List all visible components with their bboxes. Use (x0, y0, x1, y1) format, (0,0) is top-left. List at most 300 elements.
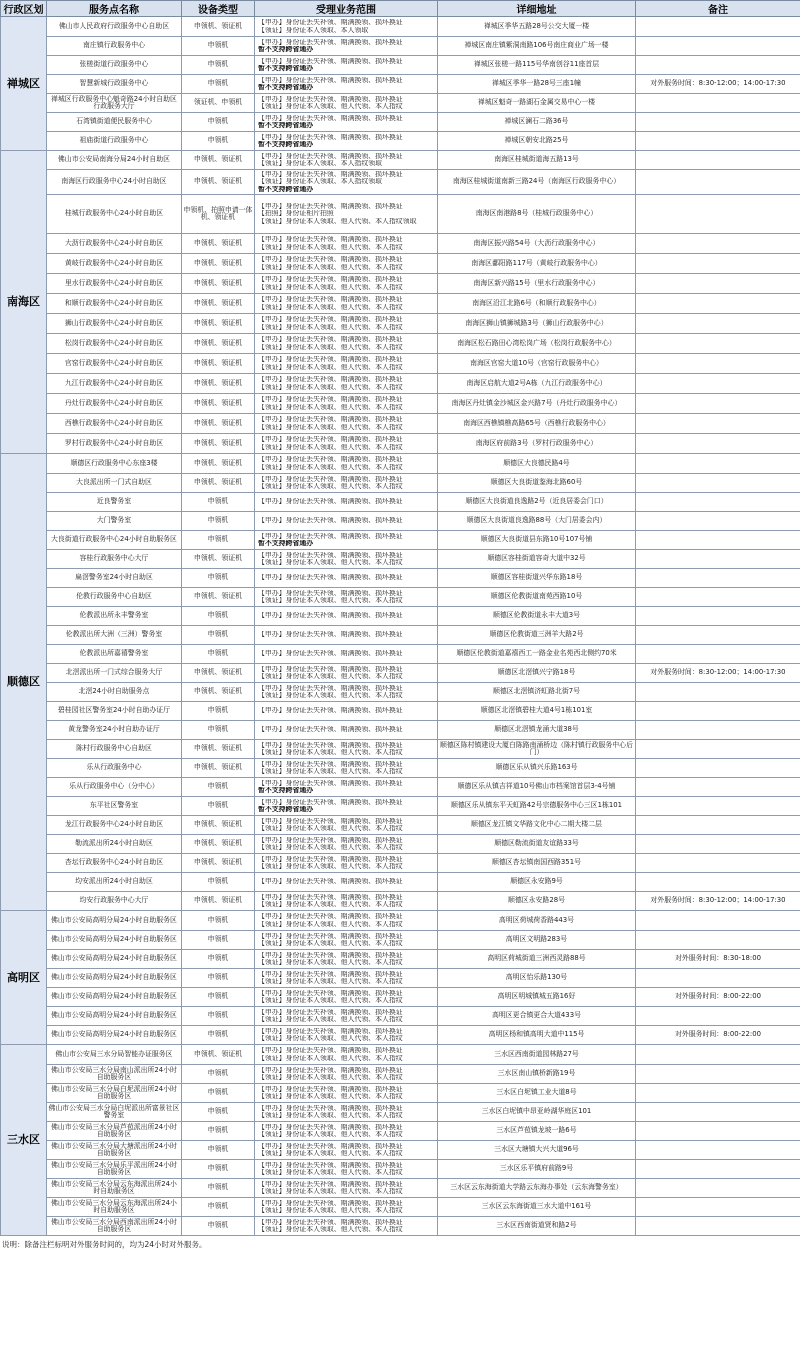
header-business-scope: 受理业务范围 (255, 1, 438, 17)
service-point-name: 佛山市公安局高明分局24小时自助服务区 (47, 988, 182, 1007)
device-type: 申领机、领证机 (182, 474, 255, 493)
business-scope-line: 【申办】身份证丢失补领、期满换领、损坏换证 (258, 551, 403, 559)
header-district: 行政区划 (1, 1, 47, 17)
address: 顺德区伦教街道嘉禧西工一路金业名苑西北侧约70米 (438, 645, 636, 664)
device-type: 申领机、领证机 (182, 354, 255, 374)
business-scope (255, 56, 438, 75)
address: 顺德区杏坛镇南国西路351号 (438, 854, 636, 873)
service-point-name: 黄龙警务室24小时自助办证厅 (47, 721, 182, 740)
device-type: 申领机 (182, 531, 255, 550)
address: 顺德区乐从镇兴乐路163号 (438, 759, 636, 778)
table-row (1, 778, 800, 797)
business-scope (255, 1179, 438, 1198)
remarks (636, 474, 800, 493)
service-point-name: 佛山市公安局三水分局白坭派出所富景社区警务室 (47, 1103, 182, 1122)
business-scope-line: 【领证】身份证本人领取、他人代领、本人指纹 (258, 403, 403, 411)
table-row (1, 493, 800, 512)
business-scope-line: 暂不支持跨省通办 (258, 141, 314, 148)
business-scope (255, 195, 438, 234)
service-point-name: 佛山市公安局三水分局云东海派出所24小时自助服务区 (47, 1179, 182, 1198)
business-scope (255, 37, 438, 56)
business-scope-line: 【申办】身份证丢失补领、期满换领、损坏换证 (258, 836, 403, 844)
business-scope-line: 【领证】身份证本人领取、他人代领、本人指纹 (258, 673, 403, 680)
business-scope-line: 【领证】身份证本人领取、他人代领、本人指纹 (258, 997, 403, 1004)
table-row (1, 1045, 800, 1065)
business-scope-line: 【申办】身份证丢失补领、期满换领、损坏换证 (258, 1199, 403, 1207)
table-row (1, 988, 800, 1007)
address: 顺德区伦教街道南苑西路10号 (438, 588, 636, 607)
table-row (1, 151, 800, 170)
remarks (636, 759, 800, 778)
business-scope-line: 【领证】身份证本人领取、他人代领、本人指纹 (258, 1112, 403, 1119)
service-point-name: 陈村行政服务中心自助区 (47, 740, 182, 759)
remarks (636, 931, 800, 950)
business-scope (255, 778, 438, 797)
remarks (636, 1217, 800, 1236)
table-row (1, 969, 800, 988)
address: 顺德区大良街道鉴海北路60号 (438, 474, 636, 493)
device-type: 申领机、领证机 (182, 854, 255, 873)
table-row (1, 588, 800, 607)
device-type: 申领机、领证机 (182, 394, 255, 414)
business-scope-line: 【领证】身份证本人领取、他人代领、本人指纹 (258, 1131, 403, 1138)
table-row (1, 531, 800, 550)
business-scope-line: 【申办】身份证丢失补领、期满换领、损坏换证 (258, 276, 403, 284)
business-scope (255, 354, 438, 374)
business-scope-line: 【领证】身份证本人领取、他人代领、本人指纹 (258, 959, 403, 966)
remarks (636, 294, 800, 314)
business-scope (255, 931, 438, 950)
business-scope-line: 【申办】身份证丢失补领、期满换领、损坏换证 (258, 1066, 403, 1074)
table-row (1, 254, 800, 274)
service-point-name: 南庄镇行政服务中心 (47, 37, 182, 56)
service-point-name: 西樵行政服务中心24小时自助区 (47, 414, 182, 434)
table-body (1, 17, 800, 1236)
address: 南海区桂城街道南新三路24号（南海区行政服务中心） (438, 170, 636, 195)
table-row (1, 354, 800, 374)
table-row (1, 607, 800, 626)
business-scope (255, 170, 438, 195)
business-scope-line: 【申办】身份证丢失补领、期满换领、损坏换证 (258, 760, 403, 768)
device-type: 申领机 (182, 75, 255, 94)
service-point-name: 祖庙街道行政服务中心 (47, 132, 182, 151)
device-type: 申领机 (182, 1007, 255, 1026)
business-scope (255, 1045, 438, 1065)
business-scope (255, 607, 438, 626)
table-row (1, 414, 800, 434)
remarks (636, 37, 800, 56)
table-row (1, 892, 800, 911)
address: 顺德区永安路9号 (438, 873, 636, 892)
remarks (636, 969, 800, 988)
remarks (636, 454, 800, 474)
device-type: 申领机 (182, 569, 255, 588)
service-point-name: 均安派出所24小时自助区 (47, 873, 182, 892)
remarks (636, 512, 800, 531)
service-point-name: 大良派出所一门式自助区 (47, 474, 182, 493)
address: 顺德区伦教街道永丰大道3号 (438, 607, 636, 626)
address: 三水区芦苞镇龙坡一路6号 (438, 1122, 636, 1141)
business-scope-line: 【申办】身份证丢失补领、期满换领、损坏换证 (258, 114, 403, 122)
table-row (1, 1122, 800, 1141)
device-type: 申领机 (182, 132, 255, 151)
business-scope (255, 132, 438, 151)
business-scope-line: 【申办】身份证丢失补领、期满换领、损坏换证 (258, 684, 403, 692)
device-type: 申领机 (182, 493, 255, 512)
remarks: 对外服务时间：8:30-12:00；14:00-17:30 (636, 892, 800, 911)
remarks (636, 1141, 800, 1160)
business-scope-line: 【申办】身份证丢失补领、期满换领、损坏换证 (258, 893, 403, 901)
business-scope-line: 【申办】身份证丢失补领、期满换领、损坏换证 (258, 913, 403, 921)
business-scope-line: 暂不支持跨省通办 (258, 84, 314, 91)
service-point-name: 佛山市公安局三水分局乐平派出所24小时自助服务区 (47, 1160, 182, 1179)
business-scope-line: 【申办】身份证丢失补领、期满换领、损坏换证 (258, 1218, 403, 1226)
device-type: 申领机、领证机 (182, 170, 255, 195)
address: 三水区白坭镇工业大道8号 (438, 1084, 636, 1103)
device-type: 申领机 (182, 1103, 255, 1122)
remarks (636, 1045, 800, 1065)
table-row (1, 1179, 800, 1198)
service-point-name: 佛山市公安局高明分局24小时自助服务区 (47, 950, 182, 969)
business-scope-line: 【申办】身份证丢失补领、期满换领、损坏换证 (258, 38, 403, 46)
business-scope-line: 【领证】身份证本人领取、他人代领、本人指纹 (258, 1016, 403, 1023)
device-type: 申领机 (182, 607, 255, 626)
business-scope-line: 【申办】身份证丢失补领、期满换领、损坏换证 (258, 1027, 403, 1035)
remarks (636, 314, 800, 334)
remarks (636, 721, 800, 740)
table-row (1, 626, 800, 645)
remarks: 对外服务时间：8:30-12:00；14:00-17:30 (636, 75, 800, 94)
table-row (1, 1084, 800, 1103)
business-scope-line: 【领证】身份证本人领取、他人代领、本人指纹 (258, 1035, 403, 1042)
business-scope (255, 797, 438, 816)
table-row (1, 835, 800, 854)
remarks (636, 1103, 800, 1122)
address: 顺德区勒流街道友谊路33号 (438, 835, 636, 854)
address: 高明区明城镇城五路16好 (438, 988, 636, 1007)
address: 顺德区大良街道良逸路2号（近良居委会门口） (438, 493, 636, 512)
business-scope (255, 892, 438, 911)
business-scope (255, 569, 438, 588)
business-scope-line: 【申办】身份证丢失补领、期满换领、损坏换证 (258, 1161, 403, 1169)
business-scope-line: 【领证】身份证本人领取、他人代领、本人指纹 (258, 1169, 403, 1176)
business-scope-line: 【领证】身份证本人领取、他人代领、本人指纹 (258, 901, 403, 908)
remarks (636, 569, 800, 588)
business-scope (255, 474, 438, 493)
remarks: 对外服务时间：8:30-18:00 (636, 950, 800, 969)
business-scope-line: 暂不支持跨省通办 (258, 46, 314, 53)
business-scope (255, 434, 438, 454)
business-scope (255, 1084, 438, 1103)
remarks (636, 778, 800, 797)
service-point-name: 大门警务室 (47, 512, 182, 531)
business-scope-line: 【领证】身份证本人领取、他人代领、本人指纹 (258, 423, 403, 431)
service-point-name: 伦教派出所嘉禧警务室 (47, 645, 182, 664)
device-type: 申领机、领证机 (182, 835, 255, 854)
address: 高明区怡乐路130号 (438, 969, 636, 988)
business-scope (255, 664, 438, 683)
business-scope-line: 【领证】身份证本人领取、他人代领、本人指纹 (258, 363, 403, 371)
device-type: 申领机 (182, 37, 255, 56)
device-type: 申领机、领证机 (182, 816, 255, 835)
remarks (636, 911, 800, 931)
business-scope (255, 835, 438, 854)
service-point-name: 里水行政服务中心24小时自助区 (47, 274, 182, 294)
table-row (1, 474, 800, 493)
business-scope-line: 【领证】身份证本人领取、他人代领、本人指纹 (258, 749, 403, 756)
remarks (636, 17, 800, 37)
device-type: 申领机、领证机 (182, 151, 255, 170)
remarks (636, 394, 800, 414)
address: 三水区大塘镇大兴大道96号 (438, 1141, 636, 1160)
business-scope-line: 【领证】身份证本人领取、他人代领、本人指纹 (258, 978, 403, 985)
service-point-name: 禅城区行政服务中心魁奇路24小时自助区行政服务大厅 (47, 94, 182, 113)
table-row (1, 816, 800, 835)
remarks (636, 816, 800, 835)
device-type: 申领机、拍照申请一体机、领证机 (182, 195, 255, 234)
service-point-name: 黄岐行政服务中心24小时自助区 (47, 254, 182, 274)
remarks (636, 607, 800, 626)
device-type: 申领机 (182, 1217, 255, 1236)
business-scope-line: 【申办】身份证丢失补领、期满换领、损坏换证 (258, 396, 403, 404)
device-type: 申领机、领证机 (182, 892, 255, 911)
remarks (636, 151, 800, 170)
business-scope-line: 【申办】身份证丢失补领、期满换领、损坏换证 (258, 798, 403, 806)
remarks (636, 1179, 800, 1198)
address: 顺德区北滘镇龙涌大道38号 (438, 721, 636, 740)
service-point-name: 佛山市公安局三水分局云东海派出所24小时自助服务区 (47, 1198, 182, 1217)
business-scope-line: 【领证】身份证本人领取、本人领取 (258, 26, 369, 34)
remarks (636, 740, 800, 759)
business-scope (255, 721, 438, 740)
business-scope (255, 17, 438, 37)
business-scope-line: 【申办】身份证丢失补领、期满换领、损坏换证 (258, 1008, 403, 1016)
table-row (1, 394, 800, 414)
device-type: 申领机 (182, 1026, 255, 1045)
business-scope-line: 【申办】身份证丢失补领、期满换领、损坏换证 (258, 650, 403, 658)
service-point-name: 佛山市人民政府行政服务中心自助区 (47, 17, 182, 37)
header-remarks: 备注 (636, 1, 800, 17)
business-scope-line: 【申办】身份证丢失补领、期满换领、损坏换证 (258, 517, 403, 525)
business-scope (255, 151, 438, 170)
remarks (636, 56, 800, 75)
header-service-point: 服务点名称 (47, 1, 182, 17)
device-type: 申领机 (182, 702, 255, 721)
business-scope-line: 【领证】身份证本人领取、他人代领、本人指纹 (258, 863, 403, 870)
service-point-name: 罗村行政服务中心24小时自助区 (47, 434, 182, 454)
business-scope-line: 【领证】身份证本人领取、他人代领、本人指纹 (258, 692, 403, 699)
table-row (1, 334, 800, 354)
business-scope (255, 740, 438, 759)
table-row (1, 1103, 800, 1122)
business-scope (255, 493, 438, 512)
business-scope-line: 【申办】身份证丢失补领、期满换领、损坏换证 (258, 171, 403, 179)
business-scope-line: 【领证】身份证本人领取、他人代领、本人指纹 (258, 1054, 403, 1062)
service-point-name: 扁滘警务室24小时自助区 (47, 569, 182, 588)
business-scope-line: 【领证】身份证本人领取、他人代领、本人指纹领取 (258, 217, 417, 225)
service-point-name: 和顺行政服务中心24小时自助区 (47, 294, 182, 314)
device-type: 申领机、领证机 (182, 759, 255, 778)
business-scope (255, 254, 438, 274)
device-type: 申领机、领证机 (182, 314, 255, 334)
business-scope-line: 【领证】身份证本人领取、他人代领、本人指纹 (258, 920, 403, 928)
business-scope (255, 94, 438, 113)
service-point-name: 佛山市公安局三水分局南山派出所24小时自助服务区 (47, 1065, 182, 1084)
district-cell: 高明区 (1, 911, 47, 1045)
device-type: 申领机、领证机 (182, 294, 255, 314)
business-scope-line: 【申办】身份证丢失补领、期满换领、损坏换证 (258, 970, 403, 978)
remarks (636, 493, 800, 512)
business-scope-line: 【申办】身份证丢失补领、期满换领、损坏换证 (258, 779, 403, 787)
device-type: 领证机、申领机 (182, 94, 255, 113)
table-row (1, 569, 800, 588)
device-type: 申领机 (182, 721, 255, 740)
address: 禅城区季华一路28号三座1幢 (438, 75, 636, 94)
business-scope-line: 【申办】身份证丢失补领、期满换领、损坏换证 (258, 356, 403, 364)
business-scope (255, 1065, 438, 1084)
business-scope (255, 626, 438, 645)
address: 禅城区南庄镇紫洞南路106号南庄商业广场一楼 (438, 37, 636, 56)
footer-note: 说明：除备注栏标明对外服务时间的，均为24小时对外服务。 (2, 1240, 207, 1249)
business-scope-line: 【申办】身份证丢失补领、期满换领、损坏换证 (258, 256, 403, 264)
table-row (1, 950, 800, 969)
service-point-name: 北滘派出所一门式综合服务大厅 (47, 664, 182, 683)
business-scope (255, 334, 438, 354)
service-point-name: 佛山市公安局三水分局芦苞派出所24小时自助服务区 (47, 1122, 182, 1141)
business-scope-line: 【领证】身份证本人领取、他人代领、本人指纹 (258, 303, 403, 311)
business-scope-line: 【领证】身份证本人领取、他人代领、本人指纹 (258, 1226, 403, 1233)
business-scope (255, 1007, 438, 1026)
service-point-name: 伦教派出所大洲（三洲）警务室 (47, 626, 182, 645)
device-type: 申领机 (182, 113, 255, 132)
table-row (1, 721, 800, 740)
table-row (1, 37, 800, 56)
business-scope-line: 【申办】身份证丢失补领、期满换领、损坏换证 (258, 376, 403, 384)
district-cell: 禅城区 (1, 17, 47, 151)
service-point-name: 松岗行政服务中心24小时自助区 (47, 334, 182, 354)
business-scope (255, 550, 438, 569)
business-scope-line: 【申办】身份证丢失补领、期满换领、损坏换证 (258, 1142, 403, 1150)
business-scope (255, 988, 438, 1007)
device-type: 申领机 (182, 988, 255, 1007)
table-row (1, 702, 800, 721)
address: 南海区桂城街道海五路13号 (438, 151, 636, 170)
remarks (636, 1160, 800, 1179)
device-type: 申领机 (182, 1179, 255, 1198)
address: 顺德区大良德民路4号 (438, 454, 636, 474)
business-scope-line: 【申办】身份证丢失补领、期满换领、损坏换证 (258, 498, 403, 506)
business-scope-line: 暂不支持跨省通办 (258, 806, 314, 813)
remarks (636, 234, 800, 254)
service-point-name: 佛山市公安局高明分局24小时自助服务区 (47, 1026, 182, 1045)
table-row (1, 1065, 800, 1084)
service-point-name: 智慧新城行政服务中心 (47, 75, 182, 94)
remarks (636, 1198, 800, 1217)
business-scope (255, 394, 438, 414)
service-point-name: 佛山市公安局三水分局大塘派出所24小时自助服务区 (47, 1141, 182, 1160)
business-scope-line: 【领证】身份证本人领取、他人代领、本人指纹 (258, 825, 403, 832)
address: 三水区白坭镇中昂亚岭湖华庭区101 (438, 1103, 636, 1122)
service-point-name: 官窑行政服务中心24小时自助区 (47, 354, 182, 374)
table-row (1, 94, 800, 113)
device-type: 申领机、领证机 (182, 17, 255, 37)
business-scope-line: 【领证】身份证本人领取、本人指纹领取 (258, 178, 383, 186)
address: 南海区丹灶镇金沙城区金兴路7号（丹灶行政服务中心） (438, 394, 636, 414)
business-scope-line: 【申办】身份证丢失补领、期满换领、损坏换证 (258, 707, 403, 715)
address: 三水区南山镇桥新路19号 (438, 1065, 636, 1084)
device-type: 申领机 (182, 873, 255, 892)
address: 顺德区乐从镇吉祥道10号佛山市档案馆首层3-4号铺 (438, 778, 636, 797)
business-scope-line: 【申办】身份证丢失补领、期满换领、损坏换证 (258, 95, 403, 103)
address: 南海区振兴路54号（大沥行政服务中心） (438, 234, 636, 254)
business-scope-line: 【申办】身份证丢失补领、期满换领、损坏换证 (258, 133, 403, 141)
table-row (1, 195, 800, 234)
business-scope-line: 【领证】身份证本人领取、他人代领、本人指纹 (258, 1188, 403, 1195)
service-point-name: 南海区行政服务中心24小时自助区 (47, 170, 182, 195)
table-row (1, 294, 800, 314)
business-scope-line: 【领证】身份证本人领取、他人代领、本人指纹 (258, 103, 403, 110)
remarks (636, 797, 800, 816)
business-scope-line: 【领证】身份证本人领取、他人代领、本人指纹 (258, 940, 403, 947)
business-scope-line: 暂不支持跨省通办 (258, 122, 314, 129)
business-scope-line: 【申办】身份证丢失补领、期满换领、损坏换证 (258, 726, 403, 734)
remarks (636, 531, 800, 550)
service-point-name: 丹灶行政服务中心24小时自助区 (47, 394, 182, 414)
device-type: 申领机、领证机 (182, 274, 255, 294)
service-point-name: 近良警务室 (47, 493, 182, 512)
business-scope (255, 1160, 438, 1179)
business-scope-line: 【领证】身份证本人领取、他人代领、本人指纹 (258, 483, 403, 490)
table-row (1, 274, 800, 294)
business-scope-line: 【申办】身份证丢失补领、期满换领、损坏换证 (258, 152, 403, 160)
business-scope (255, 75, 438, 94)
device-type: 申领机 (182, 1160, 255, 1179)
device-type: 申领机、领证机 (182, 1045, 255, 1065)
address: 高明区更合镇更合大道433号 (438, 1007, 636, 1026)
business-scope-line: 暂不支持跨省通办 (258, 65, 314, 72)
service-point-name: 顺德区行政服务中心东座3楼 (47, 454, 182, 474)
business-scope (255, 873, 438, 892)
address: 三水区乐平镇府前路9号 (438, 1160, 636, 1179)
business-scope-line: 【领证】身份证本人领取、他人代领、本人指纹 (258, 243, 403, 251)
business-scope-line: 【申办】身份证丢失补领、期满换领、损坏换证 (258, 236, 403, 244)
address: 禅城区魁奇一路湖石金属交易中心一楼 (438, 94, 636, 113)
service-point-name: 佛山市公安局高明分局24小时自助服务区 (47, 1007, 182, 1026)
address: 南海区新兴路15号（里水行政服务中心） (438, 274, 636, 294)
address: 顺德区陈村镇建设大厦白陈路南涌桥边（陈村镇行政服务中心后门） (438, 740, 636, 759)
address: 顺德区伦教街道三洲羊大路2号 (438, 626, 636, 645)
remarks (636, 588, 800, 607)
address: 三水区云东海街道三水大道中161号 (438, 1198, 636, 1217)
table-row (1, 931, 800, 950)
service-point-name: 伦教派出所永丰警务室 (47, 607, 182, 626)
remarks (636, 854, 800, 873)
service-point-name: 伦教行政服务中心自助区 (47, 588, 182, 607)
table-row (1, 374, 800, 394)
device-type: 申领机 (182, 911, 255, 931)
business-scope-line: 【申办】身份证丢失补领、期满换领、损坏换证 (258, 76, 403, 84)
address: 顺德区永安路28号 (438, 892, 636, 911)
business-scope-line: 【领证】身份证本人领取、他人代领、本人指纹 (258, 1074, 403, 1081)
remarks (636, 626, 800, 645)
business-scope-line: 【申办】身份证丢失补领、期满换领、损坏换证 (258, 57, 403, 65)
table-row (1, 645, 800, 664)
business-scope (255, 374, 438, 394)
service-point-name: 狮山行政服务中心24小时自助区 (47, 314, 182, 334)
table-row (1, 797, 800, 816)
device-type: 申领机、领证机 (182, 588, 255, 607)
table-row (1, 434, 800, 454)
